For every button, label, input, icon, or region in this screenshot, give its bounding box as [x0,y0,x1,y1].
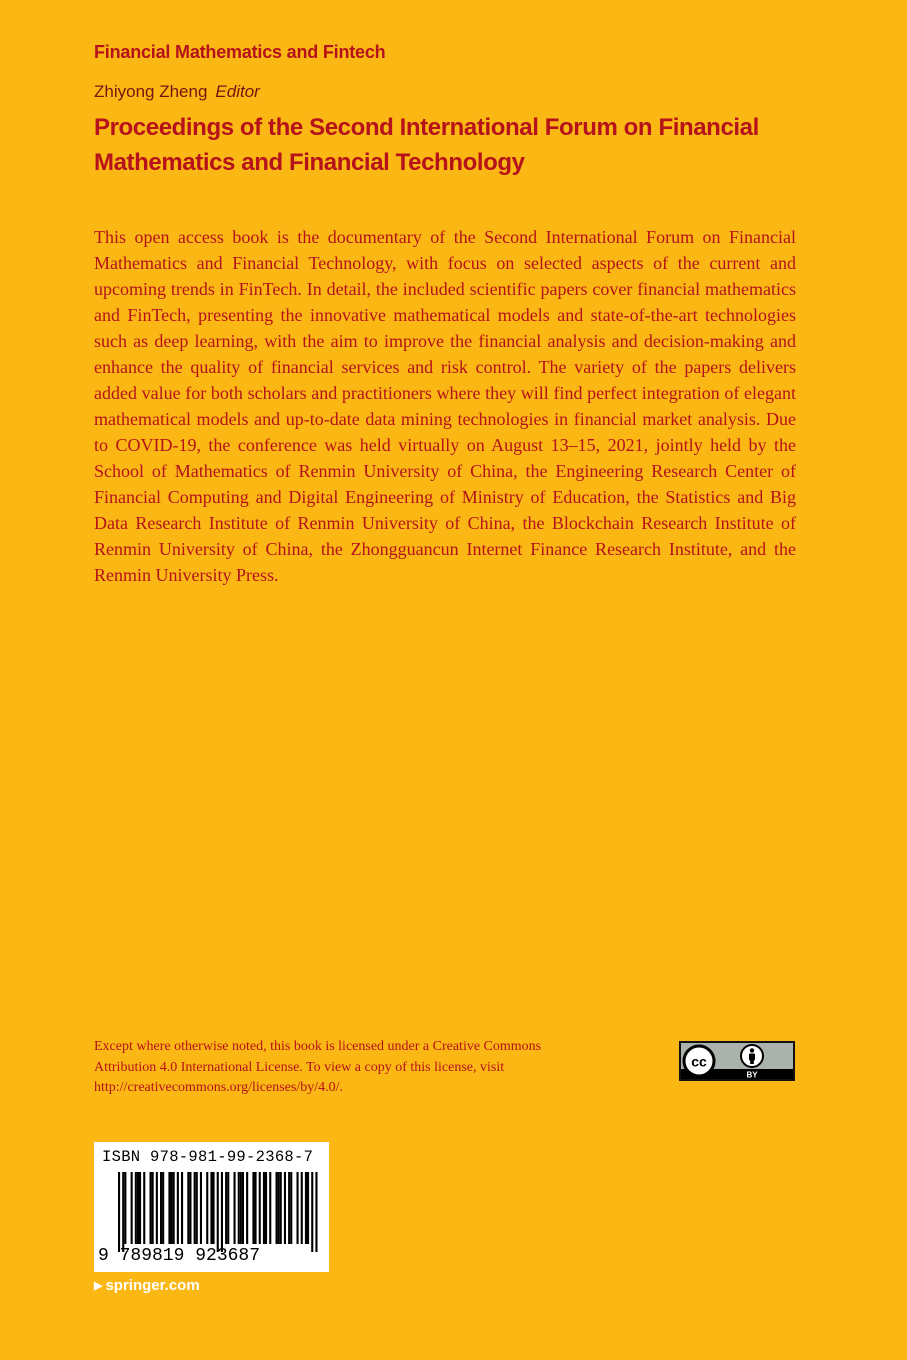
barcode-bar [246,1172,248,1244]
barcode-bar [194,1172,196,1244]
arrow-right-icon: ▶ [94,1280,103,1292]
barcode-bar [206,1172,208,1244]
cc-by-license-icon [679,1041,795,1081]
barcode-bar [290,1172,292,1244]
cc-by-label: BY [746,1070,758,1079]
barcode-bar [168,1172,170,1244]
barcode-bar [173,1172,175,1244]
barcode-bar [143,1172,145,1244]
barcode-bar [225,1172,227,1244]
barcode-bar [187,1172,189,1244]
barcode-bar [311,1172,313,1252]
barcode-bar [263,1172,265,1244]
barcode-bar [265,1172,267,1244]
barcode-bar [259,1172,261,1244]
barcode-bar [213,1172,215,1244]
barcode-bar [162,1172,164,1244]
book-abstract: This open access book is the documentary of the Second International Forum on Financial Mathematics and Financial Technology, with focus on selected aspects of the current and upcoming trends in FinTech. In detail, the included scientific papers cover financial mathematics and FinTech, presenting the innovative mathematical models and state-of-the-art technologies such as deep learning, with the aim to improve the financial analysis and decision-making and enhance the quality of financial services and risk control. The variety of the papers delivers added value for both scholars and practitioners where they will find perfect integration of elegant mathematical models and up-to-date data mining technologies in financial market analysis. Due to COVID-19, the conference was held virtually on August 13–15, 2021, jointly held by the School of Mathematics of Renmin University of China, the Engineering Research Center of Financial Computing and Digital Engineering of Ministry of Education, the Statistics and Big Data Research Institute of Renmin University of China, the Blockchain Research Institute of Renmin University of China, the Zhongguancun Internet Finance Research Institute, and the Renmin University Press. [94,227,796,585]
barcode-bar [252,1172,254,1244]
barcode-bar [131,1172,133,1244]
barcode-bar [238,1172,240,1244]
barcode-bar [210,1172,212,1244]
editor-role: Editor [215,82,260,101]
barcode-bar [152,1172,154,1244]
barcode-bar [189,1172,191,1244]
barcode-bar [288,1172,290,1244]
barcode-bar [221,1172,223,1252]
barcode-bar [177,1172,179,1244]
barcode-bar [160,1172,162,1244]
barcode-bar [171,1172,173,1244]
svg-text:cc: cc [691,1053,707,1070]
barcode-bar [137,1172,139,1244]
book-title: Proceedings of the Second International Forum on Financial Mathematics and Financial Technology [94,114,759,176]
isbn-barcode-box [94,1142,329,1272]
barcode-bar [242,1172,244,1244]
license-notice: Except where otherwise noted, this book is licensed under a Creative Commons Attribution 4.0 International License. To view a copy of this license, visit http://creativecommons.org/licenses/by/4.0/. [94,1039,542,1095]
barcode-bar [269,1172,271,1244]
barcode-bar [122,1172,124,1252]
barcode-bar [301,1172,303,1244]
barcode-bar [255,1172,257,1244]
publisher-url: springer.com [105,1277,200,1294]
barcode-bar [278,1172,280,1244]
barcode-bar [307,1172,309,1244]
barcode-bar [150,1172,152,1244]
isbn-digits: 9 789819 923687 [98,1246,261,1266]
barcode-bar [284,1172,286,1244]
publisher-link[interactable] [94,1277,200,1294]
barcode-bar [240,1172,242,1244]
barcode-bar [118,1172,120,1252]
cc-badge-graphic [681,1043,793,1079]
barcode-bar [305,1172,307,1244]
barcode-bar [297,1172,299,1244]
barcode-bar [124,1172,126,1244]
barcode-bar [315,1172,317,1252]
barcode-bar [280,1172,282,1244]
isbn-label: ISBN 978-981-99-2368-7 [102,1148,314,1166]
barcode-bar [217,1172,219,1252]
barcode-bar [227,1172,229,1244]
barcode-bar [200,1172,202,1244]
barcode-bar [156,1172,158,1244]
barcode-bar [139,1172,141,1244]
series-title: Financial Mathematics and Fintech [94,42,386,62]
barcode-bar [135,1172,137,1244]
editor-name: Zhiyong Zheng [94,82,208,101]
editor-line [94,82,260,102]
barcode-bar [181,1172,183,1244]
barcode-bar [276,1172,278,1244]
barcode-bar [196,1172,198,1244]
barcode-bar [234,1172,236,1244]
